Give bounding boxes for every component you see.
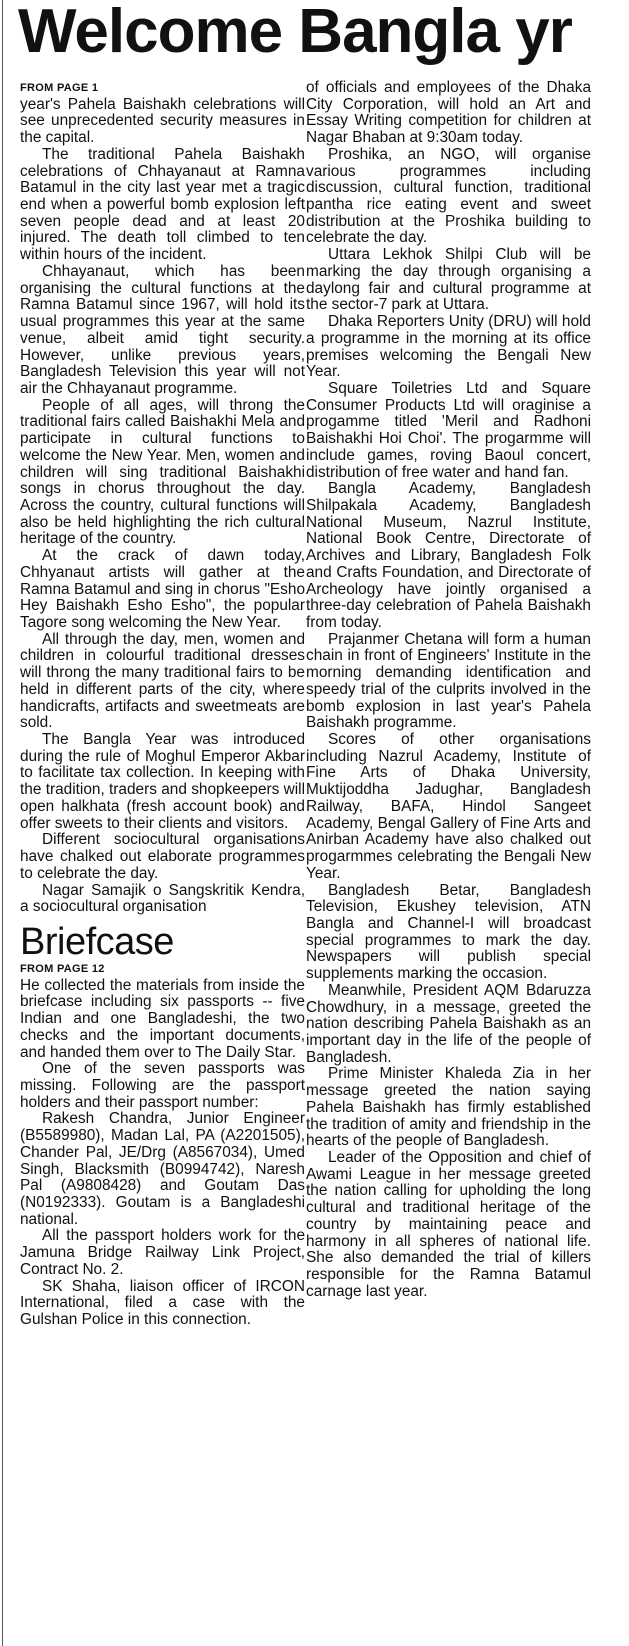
story1-continued-paragraph: Meanwhile, President AQM Bdaruzza Chowdhury, in a message, greeted the nation describing Pahela Baishakh as an important day in the life of the people of Bangladesh.: [306, 981, 591, 1066]
story1-paragraph: People of all ages, will throng the traditional fairs called Baishakhi Mela and participate in cultural functions to welcome the New Year. Men, women and children will sing traditional Baishakhi songs in chorus throughout the day. Across the country, cultural functions will also be held highlighting the rich cultural heritage of the country.: [20, 396, 305, 548]
story1-continued-paragraph: Square Toiletries Ltd and Square Consumer Products Ltd will oraginise a progamme titled 'Meril and Radhoni Baishakhi Hoi Choi'. The progarmme will include games, roving Baoul concert, distribution of free water and hand fan.: [306, 379, 591, 481]
story2-paragraph: Rakesh Chandra, Junior Engineer (B5589980), Madan Lal, PA (A2201505), Chander Pal, JE/Drg (A8567034), Umed Singh, Blacksmith (B0994742), Naresh Pal (A9808428) and Goutam Das (N0192333). Goutam is a Bangladeshi national.: [20, 1110, 305, 1228]
story1-paragraph: Different sociocultural organisations have chalked out elaborate programmes to celebrate the day.: [20, 831, 305, 882]
story1-continued-paragraph: of officials and employees of the Dhaka City Corporation, will hold an Art and Essay Writing competition for children at Nagar Bhaban at 9:30am today.: [306, 79, 591, 147]
story1-paragraph: The traditional Pahela Baishakh celebrations of Chhayanaut at Ramna Batamul in the city last year met a tragic end when a powerful bomb explosion left seven people dead and at least 20 injured. The death toll climbed to ten within hours of the incident.: [20, 145, 305, 264]
story1-paragraph: Chhayanaut, which has been organising the cultural functions at the Ramna Batamul since 1967, will hold its usual programmes this year at the same venue, albeit amid tight security. However, unlike previous years, Bangladesh Television this year will not air the Chhayanaut programme.: [20, 262, 305, 397]
story1-kicker: FROM PAGE 1: [20, 82, 99, 94]
story2-kicker: FROM PAGE 12: [20, 962, 105, 975]
story2-paragraph: SK Shaha, liaison officer of IRCON International, filed a case with the Gulshan Police in this connection.: [20, 1277, 305, 1329]
story1-paragraph: year's Pahela Baishakh celebrations will see unprecedented security measures in the capital.: [20, 95, 305, 147]
story1-continued-paragraph: Prime Minister Khaleda Zia in her message greeted the nation saying Pahela Baishakh has firmly established the tradition of amity and friendship in the hearts of the people of Bangladesh.: [306, 1065, 591, 1150]
right-column: [306, 80, 591, 1300]
story1-continued-paragraph: Dhaka Reporters Unity (DRU) will hold a programme in the morning at its office premises welcoming the Bengali New Year.: [306, 313, 591, 381]
story1-continued-paragraph: Leader of the Opposition and chief of Awami League in her message greeted the nation calling for upholding the long cultural and traditional heritage of the country by maintaining peace and harmony in all spheres of national life. She also demanded the trial of killers responsible for the Ramna Batamul carnage last year.: [306, 1149, 591, 1300]
story1-paragraph: At the crack of dawn today, Chhyanaut artists will gather at the Ramna Batamul and sing in chorus "Esho Hey Baishakh Esho Esho", the popular Tagore song welcoming the New Year.: [20, 547, 305, 631]
story1-continued-paragraph: Bangladesh Betar, Bangladesh Television, Ekushey television, ATN Bangla and Channel-I will broadcast special programmes to mark the day. Newspapers will publish special supplements marking the occasion.: [306, 881, 591, 983]
briefcase-heading: Briefcase: [20, 920, 174, 963]
story1-paragraph: Nagar Samajik o Sangskritik Kendra, a sociocultural organisation: [20, 881, 305, 916]
story1-continued-paragraph: Prajanmer Chetana will form a human chain in front of Engineers' Institute in the morning demanding identification and speedy trial of the culprits involved in the bomb explosion in last year's Pahela Baishakh programme.: [306, 630, 591, 732]
story2-paragraph: One of the seven passports was missing. Following are the passport holders and their passport number:: [20, 1060, 305, 1111]
story2-paragraph: All the passport holders work for the Jamuna Bridge Railway Link Project, Contract No. 2.: [20, 1227, 305, 1278]
story1-continued-paragraph: Bangla Academy, Bangladesh Shilpakala Academy, Bangladesh National Museum, Nazrul Institute, National Book Centre, Directorate of Archives and Library, Bangladesh Folk and Crafts Foundation, and Directorate of Archeology have jointly organised a three-day celebration of Pahela Baishakh from today.: [306, 480, 591, 631]
story1-paragraph: The Bangla Year was introduced during the rule of Moghul Emperor Akbar to facilitate tax collection. In keeping with the tradition, traders and shopkeepers will open halkhata (fresh account book) and offer sweets to their clients and visitors.: [20, 731, 305, 832]
story1-continued-paragraph: Proshika, an NGO, will organise various programmes including discussion, cultural function, traditional pantha rice eating event and sweet distribution at the Proshika building to celebrate the day.: [306, 145, 591, 247]
column-rule: [2, 0, 3, 1646]
headline: Welcome Bangla yr: [18, 0, 572, 66]
left-column: [20, 80, 305, 1329]
story1-continued-paragraph: Uttara Lekhok Shilpi Club will be marking the day through organising a daylong fair and cultural programme at the sector-7 park at Uttara.: [306, 246, 591, 314]
story1-continued-paragraph: Scores of other organisations including Nazrul Academy, Institute of Fine Arts of Dhaka University, Muktijoddha Jadughar, Bangladesh Railway, BAFA, Hindol Sangeet Academy, Bengal Gallery of Fine Arts and Anirban Academy have also chalked out progarmmes celebrating the Bengali New Year.: [306, 731, 591, 882]
story1-paragraph: All through the day, men, women and children in colourful traditional dresses will throng the many traditional fairs to be held in different parts of the city, where handicrafts, artifacts and sweetmeats are sold.: [20, 630, 305, 732]
story2-paragraph: He collected the materials from inside the briefcase including six passports -- five Indian and one Bangladeshi, the two checks and the important documents, and handed them over to The Daily Star.: [20, 976, 305, 1061]
